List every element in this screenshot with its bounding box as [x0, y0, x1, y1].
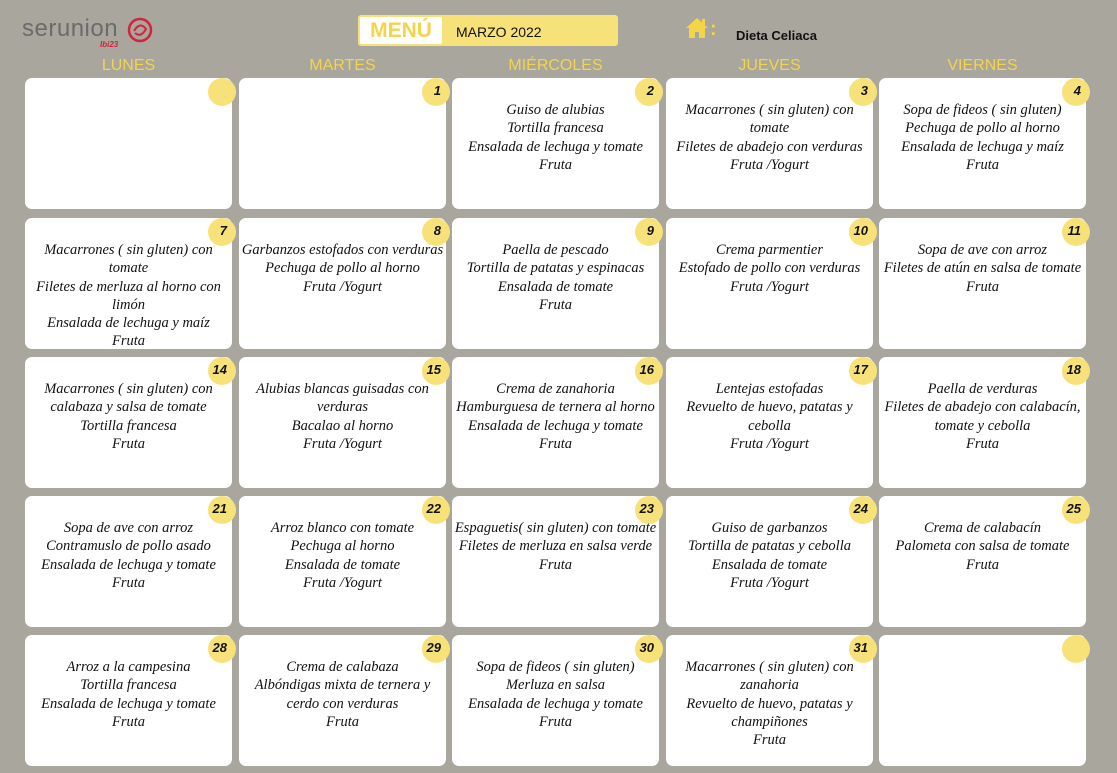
meal-item: Tortilla francesa: [507, 120, 604, 137]
day-number: 2: [646, 83, 654, 98]
meal-item: Sopa de ave con arroz: [63, 520, 194, 536]
meal-item: Arroz blanco con tomate: [270, 520, 415, 536]
day-number: 17: [853, 362, 868, 377]
meal-item: Bacalao al horno: [291, 417, 394, 434]
day-badge: [1062, 635, 1090, 663]
menu-label: MENÚ: [360, 17, 442, 44]
meal-item: Guiso de garbanzos: [711, 520, 828, 536]
meal-list: [454, 101, 657, 174]
meal-item: Contramuslo de pollo asado: [46, 538, 211, 555]
meal-item: Fruta /Yogurt: [303, 574, 382, 591]
meal-item: Ensalada de tomate: [284, 556, 401, 573]
meal-list: [241, 241, 444, 296]
day-cell: [452, 357, 659, 488]
day-number: 22: [426, 501, 441, 516]
meal-item: Fruta: [965, 435, 1000, 452]
day-number: 30: [639, 640, 654, 655]
meal-list: [668, 241, 871, 296]
meal-item: Arroz a la campesina: [66, 659, 191, 675]
day-number: 28: [212, 640, 227, 655]
home-icon: [684, 16, 710, 40]
meal-item: Paella de pescado: [502, 242, 609, 258]
meal-item: Ensalada de lechuga y tomate: [468, 417, 643, 434]
meal-item: Macarrones ( sin gluten) con calabaza y salsa de tomate: [44, 381, 213, 416]
meal-item: Macarrones ( sin gluten) con zanahoria: [685, 659, 854, 694]
meal-item: Alubias blancas guisadas con verduras: [256, 381, 429, 416]
meal-item: Hamburguesa de ternera al horno: [456, 399, 655, 416]
day-number: 31: [853, 640, 868, 655]
home-colon: :: [710, 18, 717, 40]
meal-item: Crema de calabaza: [286, 659, 399, 675]
meal-list: [27, 380, 230, 453]
meal-list: [881, 380, 1084, 453]
meal-item: Filetes de abadejo con verduras: [676, 138, 863, 155]
day-badge: [208, 78, 236, 106]
day-cell: [239, 635, 446, 766]
meal-item: Ensalada de lechuga y maíz: [47, 315, 210, 332]
meal-list: [241, 658, 444, 731]
logo-subtext: Ibi23: [100, 40, 119, 49]
day-number: 25: [1066, 501, 1081, 516]
day-number: 7: [219, 223, 227, 238]
meal-item: Fruta: [538, 296, 573, 313]
day-cell: [452, 635, 659, 766]
day-cell: [25, 635, 232, 766]
meal-item: Fruta: [325, 713, 360, 730]
day-number: 4: [1073, 83, 1081, 98]
meal-item: Macarrones ( sin gluten) con tomate: [685, 102, 854, 137]
meal-item: Fruta: [111, 333, 146, 350]
meal-list: [881, 101, 1084, 174]
day-number: 14: [212, 362, 227, 377]
meal-item: Estofado de pollo con verduras: [678, 260, 861, 277]
meal-list: [454, 241, 657, 314]
meal-item: Fruta /Yogurt: [730, 574, 809, 591]
diet-label: Dieta Celiaca: [736, 28, 817, 43]
logo-text: serunion: [22, 15, 119, 42]
meal-item: Revuelto de huevo, patatas y champiñones: [686, 695, 853, 730]
meal-item: Crema de calabacín: [923, 520, 1042, 536]
meal-item: Fruta: [965, 278, 1000, 295]
meal-list: [27, 241, 230, 351]
meal-item: Fruta /Yogurt: [730, 278, 809, 295]
meal-item: Guiso de alubias: [506, 102, 605, 118]
menu-month: MARZO 2022: [456, 24, 542, 40]
day-cell: [666, 496, 873, 627]
meal-list: [454, 380, 657, 453]
meal-item: Ensalada de lechuga y tomate: [41, 695, 216, 712]
meal-item: Merluza en salsa: [505, 677, 606, 694]
meal-list: [668, 101, 871, 174]
meal-item: Ensalada de tomate: [711, 556, 828, 573]
meal-item: Sopa de ave con arroz: [917, 242, 1048, 258]
meal-item: Ensalada de lechuga y tomate: [468, 695, 643, 712]
meal-item: Ensalada de lechuga y tomate: [468, 138, 643, 155]
day-number: 18: [1066, 362, 1081, 377]
meal-list: [241, 519, 444, 592]
day-number: 29: [426, 640, 441, 655]
meal-list: [241, 380, 444, 453]
brand-swirl-icon: [126, 16, 154, 44]
day-cell: [666, 78, 873, 209]
meal-item: Sopa de fideos ( sin gluten): [476, 659, 635, 675]
day-cell: [239, 357, 446, 488]
day-cell: [879, 635, 1086, 766]
meal-item: Fruta /Yogurt: [303, 278, 382, 295]
meal-item: Filetes de abadejo con calabacín, tomate y cebolla: [884, 399, 1081, 434]
meal-item: Fruta: [111, 713, 146, 730]
meal-item: Palometa con salsa de tomate: [895, 538, 1070, 555]
meal-item: Filetes de atún en salsa de tomate: [883, 260, 1082, 277]
day-number: 23: [639, 501, 654, 516]
day-cell: [666, 635, 873, 766]
meal-item: Crema de zanahoria: [496, 381, 615, 397]
day-number: 1: [433, 83, 441, 98]
weekday-0: LUNES: [101, 57, 156, 74]
meal-item: Tortilla francesa: [80, 677, 177, 694]
meal-item: Fruta: [538, 713, 573, 730]
meal-item: Ensalada de lechuga y tomate: [41, 556, 216, 573]
day-number: 15: [426, 362, 441, 377]
weekday-1: MARTES: [309, 57, 376, 74]
meal-item: Filetes de merluza al horno con limón: [36, 278, 221, 313]
day-number: 21: [212, 501, 227, 516]
day-number: 16: [639, 362, 654, 377]
meal-item: Tortilla francesa: [80, 417, 177, 434]
day-cell: [666, 218, 873, 349]
day-cell: [879, 357, 1086, 488]
day-number: 24: [853, 501, 868, 516]
meal-item: Albóndigas mixta de ternera y cerdo con verduras: [254, 677, 431, 712]
meal-item: Ensalada de tomate: [497, 278, 614, 295]
serunion-logo: [20, 12, 160, 48]
day-cell: [239, 218, 446, 349]
weekday-3: JUEVES: [738, 57, 801, 74]
meal-list: [881, 241, 1084, 296]
meal-item: Fruta /Yogurt: [303, 435, 382, 452]
meal-item: Fruta: [538, 156, 573, 173]
meal-item: Espaguetis( sin gluten) con tomate: [454, 520, 657, 536]
day-cell: [239, 496, 446, 627]
meal-item: Sopa de fideos ( sin gluten): [903, 102, 1062, 118]
meal-item: Fruta: [111, 435, 146, 452]
meal-item: Fruta: [538, 435, 573, 452]
meal-item: Tortilla de patatas y espinacas: [466, 260, 645, 277]
meal-list: [668, 658, 871, 749]
day-number: 9: [646, 223, 654, 238]
meal-item: Fruta: [111, 574, 146, 591]
meal-list: [454, 519, 657, 574]
meal-item: Fruta: [965, 556, 1000, 573]
meal-item: Ensalada de lechuga y maíz: [901, 138, 1064, 155]
day-cell: [25, 78, 232, 209]
meal-item: Fruta: [538, 556, 573, 573]
day-cell: [25, 218, 232, 349]
day-cell: [452, 78, 659, 209]
meal-list: [881, 519, 1084, 574]
meal-list: [668, 519, 871, 592]
day-number: 10: [853, 223, 868, 238]
day-cell: [666, 357, 873, 488]
meal-item: Fruta /Yogurt: [730, 435, 809, 452]
day-cell: [452, 218, 659, 349]
day-cell: [879, 78, 1086, 209]
day-cell: [25, 357, 232, 488]
meal-item: Garbanzos estofados con verduras: [241, 242, 444, 258]
meal-item: Lentejas estofadas: [715, 381, 824, 397]
meal-item: Tortilla de patatas y cebolla: [688, 538, 851, 555]
meal-list: [27, 658, 230, 731]
day-number: 8: [433, 223, 441, 238]
day-cell: [879, 496, 1086, 627]
meal-list: [27, 519, 230, 592]
day-number: 11: [1067, 223, 1081, 238]
day-cell: [452, 496, 659, 627]
day-cell: [25, 496, 232, 627]
meal-item: Revuelto de huevo, patatas y cebolla: [686, 399, 853, 434]
meal-list: [668, 380, 871, 453]
weekday-2: MIÉRCOLES: [508, 57, 603, 74]
meal-item: Paella de verduras: [927, 381, 1038, 397]
meal-item: Fruta /Yogurt: [730, 156, 809, 173]
meal-item: Crema parmentier: [716, 242, 823, 258]
day-cell: [879, 218, 1086, 349]
meal-item: Macarrones ( sin gluten) con tomate: [44, 242, 213, 277]
meal-item: Filetes de merluza en salsa verde: [458, 538, 653, 555]
meal-list: [454, 658, 657, 731]
day-number: 3: [860, 83, 868, 98]
weekday-4: VIERNES: [947, 57, 1018, 74]
day-cell: [239, 78, 446, 209]
meal-item: Pechuga de pollo al horno: [905, 120, 1060, 137]
meal-item: Pechuga de pollo al horno: [265, 260, 420, 277]
meal-item: Pechuga al horno: [290, 538, 395, 555]
menu-header: [358, 15, 618, 46]
meal-item: Fruta: [965, 156, 1000, 173]
meal-item: Fruta: [752, 732, 787, 749]
